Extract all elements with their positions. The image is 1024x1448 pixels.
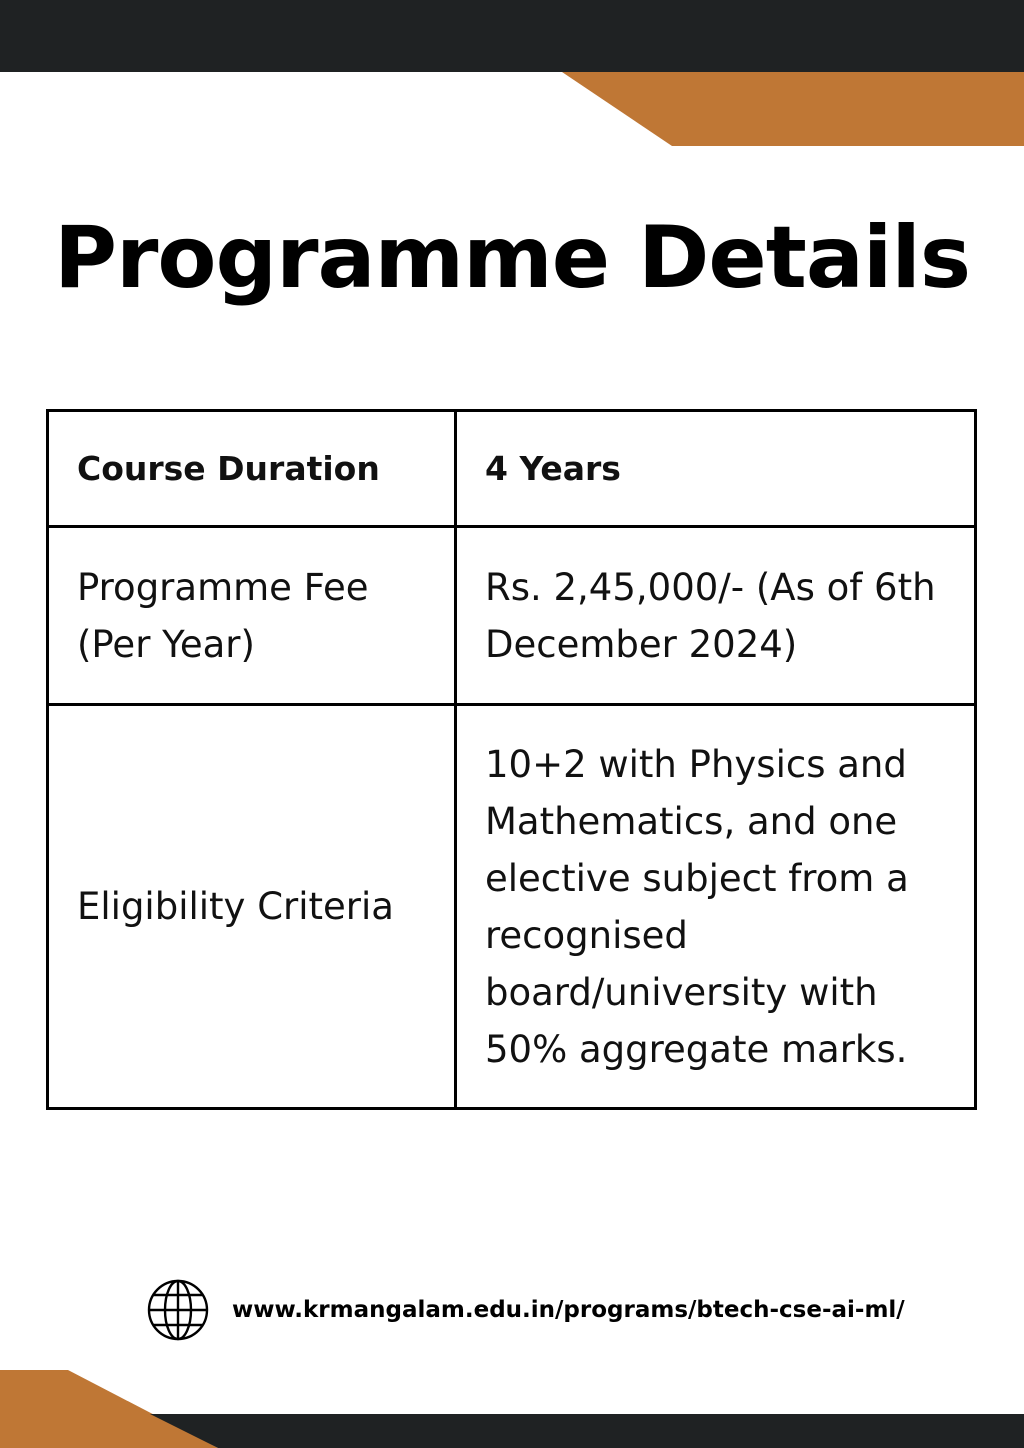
course-duration-value: 4 Years	[456, 411, 976, 527]
bottom-dark-polygon	[150, 1414, 1024, 1448]
globe-icon	[146, 1278, 210, 1342]
footer	[146, 1278, 905, 1342]
course-duration-label: Course Duration	[48, 411, 456, 527]
table-row-programme-fee	[48, 527, 976, 705]
table-row-course-duration	[48, 411, 976, 527]
table-row-eligibility-criteria	[48, 705, 976, 1109]
bottom-orange-polygon	[0, 1370, 218, 1448]
top-accent-shape	[0, 72, 1024, 146]
eligibility-criteria-label: Eligibility Criteria	[48, 705, 456, 1109]
bottom-accent-shape	[0, 1370, 1024, 1448]
eligibility-criteria-value: 10+2 with Physics and Mathematics, and one elective subject from a recognised board/university with 50% aggregate marks.	[456, 705, 976, 1109]
top-accent-polygon	[562, 72, 1024, 146]
programme-fee-value: Rs. 2,45,000/- (As of 6th December 2024)	[456, 527, 976, 705]
page-title: Programme Details	[53, 208, 971, 308]
website-link[interactable]: www.krmangalam.edu.in/programs/btech-cse-ai-ml/	[232, 1297, 905, 1323]
top-dark-bar	[0, 0, 1024, 72]
programme-fee-label: Programme Fee (Per Year)	[48, 527, 456, 705]
programme-details-table	[46, 409, 977, 1110]
